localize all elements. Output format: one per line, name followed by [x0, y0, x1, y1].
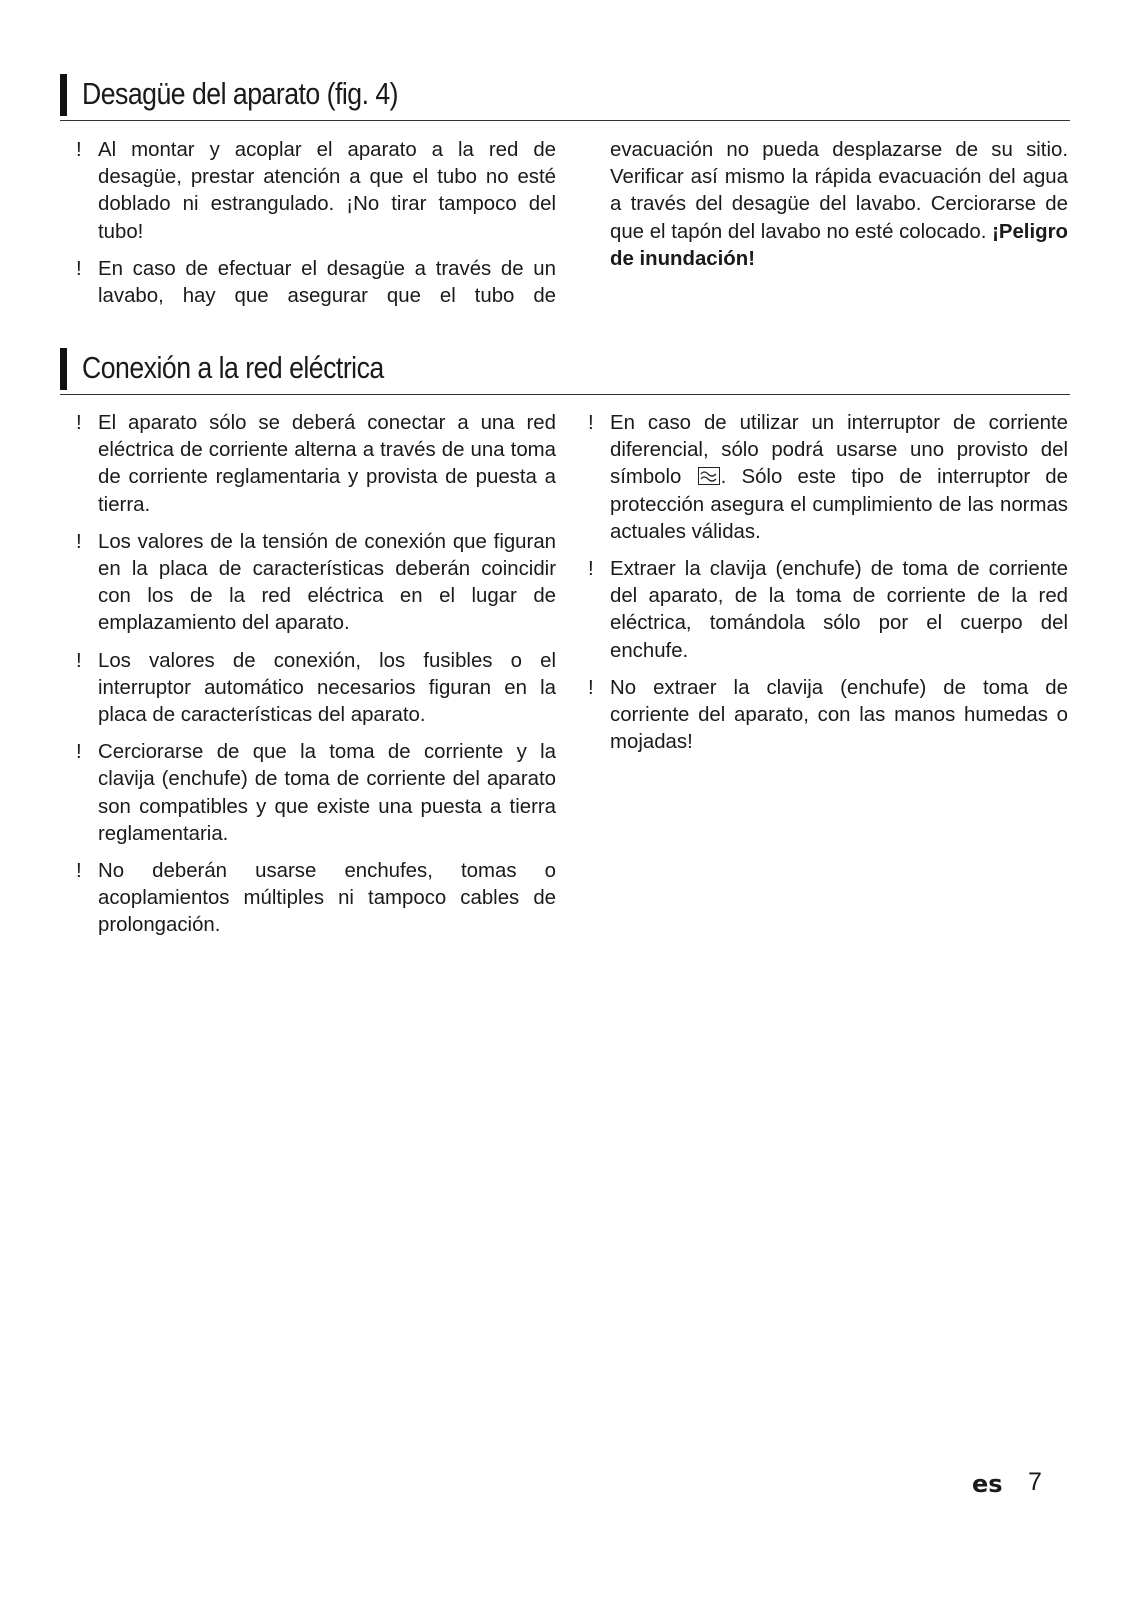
warning-mark: !	[76, 139, 82, 161]
list-item	[76, 137, 556, 246]
list-item	[76, 256, 556, 310]
warning-mark: !	[76, 741, 82, 764]
list-item	[76, 648, 556, 730]
section2-left-column	[76, 410, 556, 950]
item-text: El aparato sólo se deberá conectar a una red eléctrica de corriente alterna a través de una toma de corriente reglamentaria y provista de puesta a tierra.	[98, 412, 556, 516]
warning-mark: !	[588, 558, 594, 581]
section1-left-column	[76, 137, 556, 320]
warning-mark: !	[76, 649, 82, 672]
warning-mark: !	[76, 412, 82, 434]
item-text-after-symbol: . Sólo este tipo de interruptor de protección asegura el cumplimiento de las normas actuales válidas.	[610, 466, 1068, 543]
list-item	[588, 556, 1068, 665]
section-title: Conexión a la red eléctrica	[82, 350, 384, 385]
item-text: Los valores de la tensión de conexión que figuran en la placa de características deberán coincidir con los de la red eléctrica en el lugar de emplazamiento del aparato.	[98, 530, 556, 635]
item-text: En caso de efectuar el desagüe a través de un lavabo, hay que asegurar que el tubo de	[98, 257, 556, 308]
item-text: evacuación no pueda desplazarse de su sitio. Verificar así mismo la rápida evacuación del agua a través del desagüe del lavabo. Cerciorarse de que el tapón del lavabo no esté colocado.	[610, 139, 1068, 243]
warning-mark: !	[76, 530, 82, 553]
section-header-desague	[60, 74, 1070, 121]
item-text: Cerciorarse de que la toma de corriente y la clavija (enchufe) de toma de corriente del aparato son compatibles y que existe una puesta a tierra reglamentaria.	[98, 741, 556, 845]
flood-warning: ¡Peligro de inundación!	[610, 220, 1068, 270]
item-text: Los valores de conexión, los fusibles o el interruptor automático necesarios figuran en la placa de características del aparato.	[98, 649, 556, 727]
section1-right-column	[588, 137, 1068, 273]
list-item	[588, 410, 1068, 546]
warning-mark: !	[588, 412, 594, 434]
list-item	[76, 858, 556, 940]
warning-mark: !	[76, 860, 82, 883]
item-text: Al montar y acoplar el aparato a la red de desagüe, prestar atención a que el tubo no esté doblado ni estrangulado. ¡No tirar tampoco del tubo!	[98, 139, 556, 243]
language-code: es	[972, 1470, 1003, 1498]
list-item	[588, 675, 1068, 757]
item-text: No deberán usarse enchufes, tomas o acoplamientos múltiples ni tampoco cables de prolongación.	[98, 860, 556, 937]
item-text-before-symbol: En caso de utilizar un interruptor de corriente diferencial, sólo podrá usarse uno provisto del símbolo	[610, 412, 1068, 489]
residual-current-device-symbol-icon	[698, 467, 720, 485]
item-text: Extraer la clavija (enchufe) de toma de corriente del aparato, de la toma de corriente de la red eléctrica, tomándola sólo por el cuerpo del enchufe.	[610, 558, 1068, 662]
list-item	[76, 410, 556, 519]
section-header-conexion	[60, 348, 1070, 395]
warning-mark: !	[76, 257, 82, 280]
page-number: 7	[1028, 1468, 1042, 1496]
heading-bar	[60, 348, 67, 390]
section-title: Desagüe del aparato (fig. 4)	[82, 76, 399, 111]
section2-right-column	[588, 410, 1068, 766]
list-item	[76, 529, 556, 638]
continued-text	[588, 137, 1068, 273]
warning-mark: !	[588, 676, 594, 699]
item-text	[610, 410, 1068, 546]
item-text: No extraer la clavija (enchufe) de toma de corriente del aparato, con las manos humedas o mojadas!	[610, 676, 1068, 754]
list-item	[76, 739, 556, 848]
heading-bar	[60, 74, 67, 116]
